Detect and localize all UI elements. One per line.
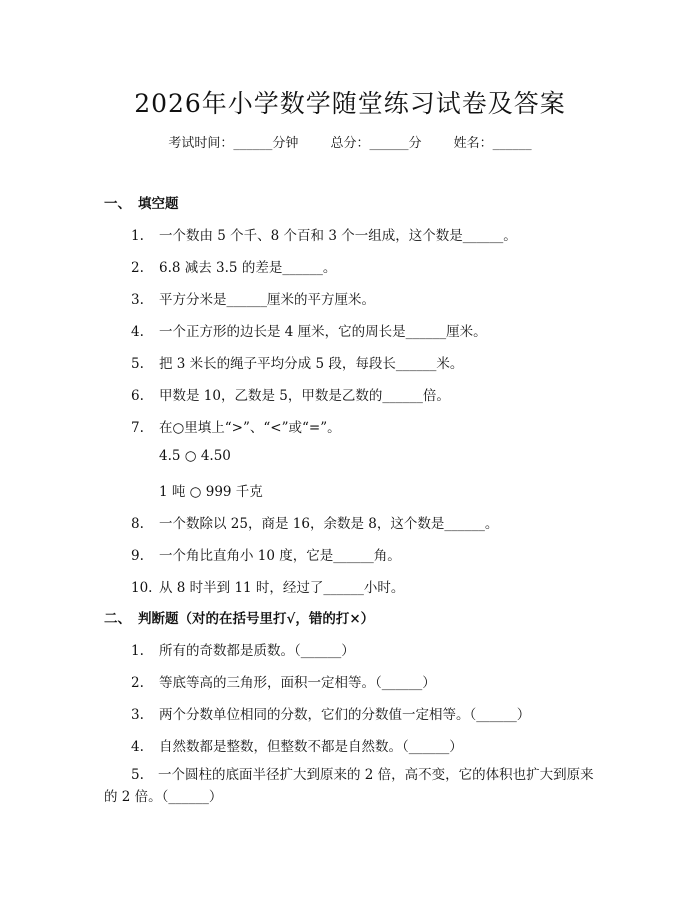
section-title: 判断题（对的在括号里打√，错的打×） <box>138 611 375 627</box>
exam-title: 2026年小学数学随堂练习试卷及答案 <box>134 89 566 118</box>
question-text: 一个角比直角小 10 度，它是______角。 <box>159 548 401 564</box>
question-text: 从 8 时半到 11 时，经过了______小时。 <box>159 580 405 596</box>
question-item: 7. 在○里填上“>”、“<”或“=”。 <box>131 420 341 436</box>
section-heading-true-false <box>104 607 374 627</box>
question-text: 两个分数单位相同的分数，它们的分数值一定相等。（______） <box>159 707 531 723</box>
question-item: 3. 平方分米是______厘米的平方厘米。 <box>131 292 375 308</box>
section-heading-fill-in <box>104 192 179 212</box>
question-text: 一个圆柱的底面半径扩大到原来的 2 倍，高不变，它的体积也扩大到原来的 2 倍。（______） <box>104 767 594 805</box>
question-text: 平方分米是______厘米的平方厘米。 <box>159 292 375 308</box>
question-text: 等底等高的三角形，面积一定相等。（______） <box>159 675 436 691</box>
question-item: 1. 一个数由 5 个千、8 个百和 3 个一组成，这个数是______。 <box>131 228 517 244</box>
question-text: 6.8 减去 3.5 的差是______。 <box>159 260 337 276</box>
question-item: 5. 把 3 米长的绳子平均分成 5 段，每段长______米。 <box>131 356 464 372</box>
section-number: 二、 <box>104 611 131 627</box>
question-item: 9. 一个角比直角小 10 度，它是______角。 <box>131 548 401 564</box>
exam-info-line <box>0 132 700 151</box>
question-item: 8. 一个数除以 25，商是 16，余数是 8，这个数是______。 <box>131 516 499 532</box>
question-item: 5. 一个圆柱的底面半径扩大到原来的 2 倍，高不变，它的体积也扩大到原来的 2 倍。（______） <box>104 767 594 805</box>
question-item: 1. 所有的奇数都是质数。（______） <box>131 643 355 659</box>
question-text: 一个数除以 25，商是 16，余数是 8，这个数是______。 <box>159 516 499 532</box>
question-text: 把 3 米长的绳子平均分成 5 段，每段长______米。 <box>159 356 464 372</box>
compare-item: 1 吨 ○ 999 千克 <box>159 484 263 500</box>
question-text: 一个数由 5 个千、8 个百和 3 个一组成，这个数是______。 <box>159 228 517 244</box>
question-item: 2. 6.8 减去 3.5 的差是______。 <box>131 260 337 276</box>
question-text: 所有的奇数都是质数。（______） <box>159 643 355 659</box>
question-item: 3. 两个分数单位相同的分数，它们的分数值一定相等。（______） <box>131 707 531 723</box>
question-item: 10. 从 8 时半到 11 时，经过了______小时。 <box>131 580 405 596</box>
question-item: 2. 等底等高的三角形，面积一定相等。（______） <box>131 675 436 691</box>
question-item: 6. 甲数是 10，乙数是 5，甲数是乙数的______倍。 <box>131 388 450 404</box>
question-text: 在○里填上“>”、“<”或“=”。 <box>159 420 341 436</box>
compare-item: 4.5 ○ 4.50 <box>159 448 231 464</box>
question-text: 一个正方形的边长是 4 厘米，它的周长是______厘米。 <box>159 324 487 340</box>
question-item: 4. 自然数都是整数，但整数不都是自然数。（______） <box>131 739 463 755</box>
section-number: 一、 <box>104 196 131 212</box>
question-text: 甲数是 10，乙数是 5，甲数是乙数的______倍。 <box>159 388 450 404</box>
student-name-field: 姓名：______ <box>453 136 532 151</box>
section-title: 填空题 <box>138 196 179 212</box>
exam-time-field: 考试时间：______分钟 <box>168 136 299 151</box>
question-text: 自然数都是整数，但整数不都是自然数。（______） <box>159 739 463 755</box>
total-score-field: 总分：______分 <box>330 136 422 151</box>
question-item: 4. 一个正方形的边长是 4 厘米，它的周长是______厘米。 <box>131 324 487 340</box>
